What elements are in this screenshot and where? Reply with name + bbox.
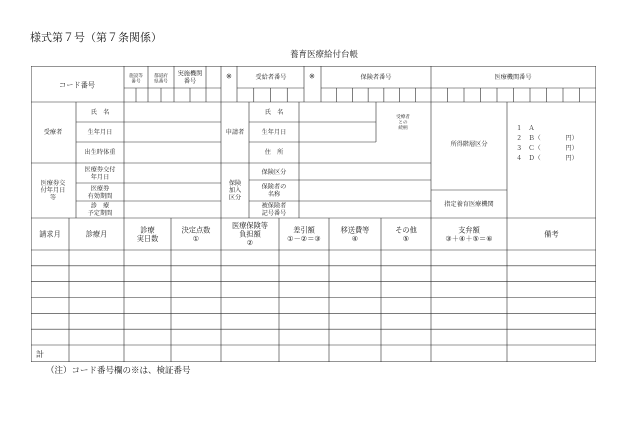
total-row-label: 計: [36, 349, 44, 359]
insurance-type-label: 保険区分: [261, 169, 287, 177]
recipient-name-label: 氏 名: [90, 109, 110, 117]
applicant-name-label: 氏 名: [264, 109, 284, 117]
applicant-address-label: 住 所: [264, 149, 284, 157]
recipient-birthdate-label: 生年月日: [87, 129, 113, 137]
recipient-number-label: 受給者番号: [255, 74, 287, 82]
facility-number-label: 施設等番号: [129, 73, 143, 85]
applicant-section-label: 申請者: [225, 129, 245, 137]
billing-header-4: 決定点数 ①: [181, 225, 211, 243]
billing-header-2: 診療月: [85, 229, 108, 239]
recipient-section-label: 受療者: [43, 129, 63, 137]
ledger-labels: [36, 70, 578, 359]
ledger-title: 養育医療給付台帳: [290, 50, 359, 60]
prefecture-number-label: 都道府県番号: [154, 73, 168, 85]
income-bracket-option: ４ Ｄ（ 円）: [516, 155, 578, 162]
billing-header-9: 支弁額 ③＋④＋⑤＝⑥: [445, 225, 493, 243]
insurance-section-label: 保険加入区分: [228, 179, 242, 202]
insurer-number-label: 保険者番号: [360, 74, 392, 82]
ledger-grid-lines: [31, 66, 596, 362]
check-digit-mark-2: ※: [308, 71, 316, 81]
form-note: （注）コード番号欄の※は、検証番号: [46, 366, 191, 376]
birth-weight-label: 出生時体重: [84, 149, 116, 157]
planned-treatment-period-label: 診 療予定期間: [87, 202, 113, 217]
income-bracket-label: 所得階層区分: [450, 141, 488, 149]
insured-number-label: 被保険者記号番号: [261, 202, 287, 217]
code-number-label: コード番号: [59, 80, 95, 90]
billing-header-3: 診療実日数: [136, 225, 159, 243]
ticket-section-label: 医療券交付年月日等: [40, 179, 66, 202]
check-digit-mark-1: ※: [225, 71, 233, 81]
ticket-valid-period-label: 医療券有効期間: [87, 185, 113, 200]
medical-benefit-ledger-table: [31, 66, 596, 362]
medical-institution-number-label: 医療機関番号: [494, 74, 532, 82]
billing-header-7: 移送費等 ④: [340, 225, 370, 243]
income-bracket-option: １ Ａ: [516, 125, 535, 132]
billing-header-10: 備考: [544, 229, 559, 239]
billing-header-6: 差引額 ①－②＝③: [287, 225, 321, 243]
income-bracket-option: ３ Ｃ（ 円）: [516, 145, 578, 152]
billing-header-1: 請求月: [39, 229, 61, 239]
income-bracket-option: ２ Ｂ（ 円）: [516, 135, 578, 142]
designated-institution-label: 指定養育医療機関: [444, 201, 494, 209]
agency-number-label: 実施機関番号: [177, 70, 203, 85]
applicant-birthdate-label: 生年月日: [261, 129, 287, 137]
ticket-issue-date-label: 医療券交付年月日: [84, 166, 116, 181]
insurer-name-label: 保険者の名称: [261, 183, 287, 198]
billing-header-5: 医療保険等負担額 ②: [232, 220, 268, 248]
billing-header-8: その他 ⑤: [395, 225, 417, 243]
relation-to-patient-label: 受療者との続柄: [396, 115, 410, 132]
form-title: 様式第７号（第７条関係）: [30, 31, 162, 44]
